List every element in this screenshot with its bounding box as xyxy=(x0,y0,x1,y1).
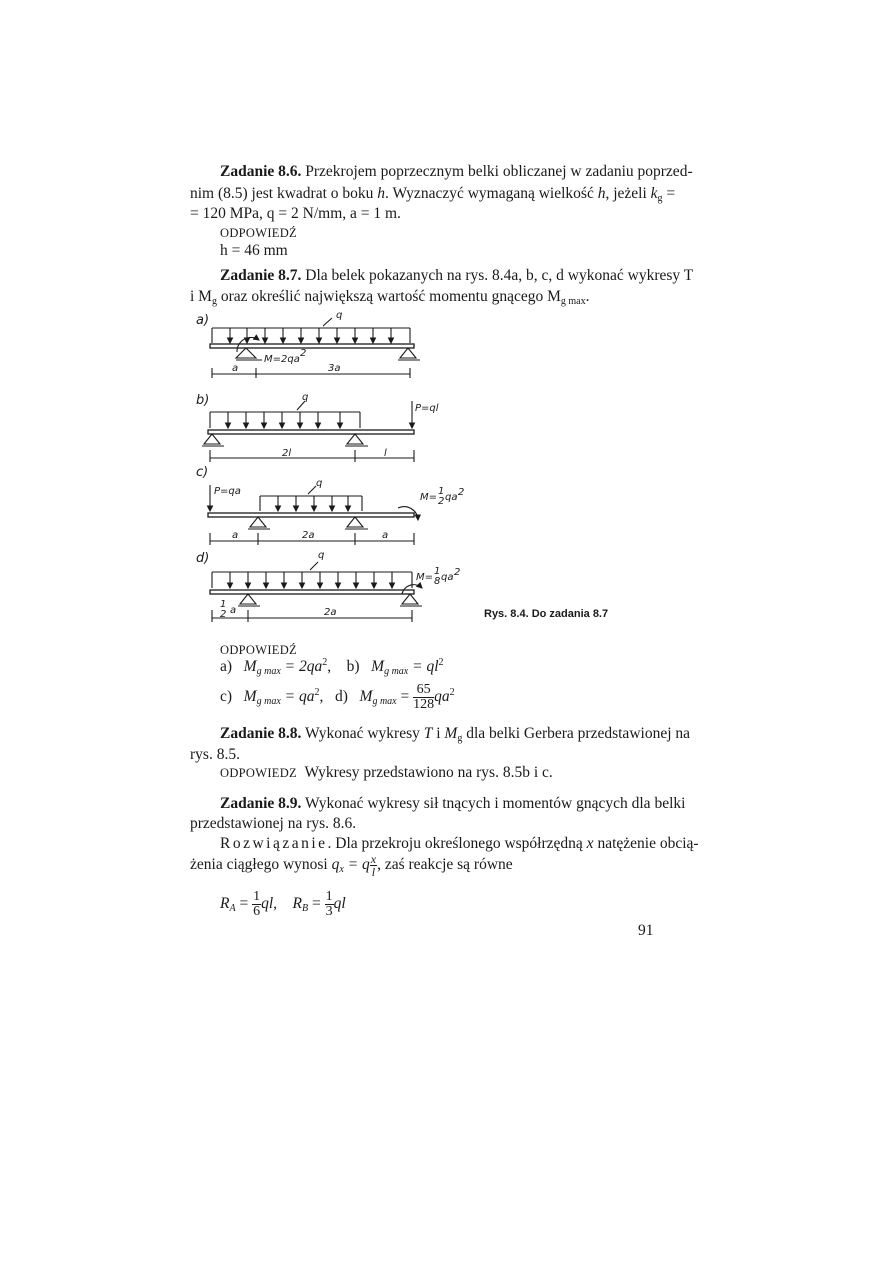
svg-text:2: 2 xyxy=(220,609,227,620)
svg-text:M=: M= xyxy=(420,492,438,503)
fraction-1-6: $\frac{1}{6}$ xyxy=(253,888,261,919)
svg-text:1: 1 xyxy=(220,599,227,610)
z86-line1: Zadanie 8.6. Przekrojem poprzecznym belki obliczanej w zadaniu poprzed- xyxy=(220,163,693,180)
z86-title: Zadanie 8.6. xyxy=(220,163,302,180)
svg-text:M=2qa: M=2qa xyxy=(264,354,300,365)
figure-caption: Rys. 8.4. Do zadania 8.7 xyxy=(484,608,609,620)
z88-title: Zadanie 8.8. xyxy=(220,725,302,742)
svg-text:a: a xyxy=(232,530,239,541)
beam-b xyxy=(202,401,414,462)
svg-text:2a: 2a xyxy=(302,530,315,541)
beam-figure xyxy=(190,308,490,638)
z87-answer-cd: c) $M_{g max} = qa^2$, d) $M_{g max}$ = $\frac{65}{128}$ $qa^2$ xyxy=(220,681,455,712)
svg-text:q: q xyxy=(336,310,343,321)
svg-text:P=ql: P=ql xyxy=(415,403,439,414)
fig-label-b: b) xyxy=(196,393,210,408)
z87-line1: Zadanie 8.7. Dla belek pokazanych na rys. 8.4a, b, c, d wykonać wykresy T xyxy=(220,267,694,284)
fraction-x-l: $\frac{x}{l}$ xyxy=(370,851,377,879)
fig-label-a: a) xyxy=(196,313,210,328)
svg-text:q: q xyxy=(302,392,309,403)
svg-text:2: 2 xyxy=(300,348,307,359)
svg-text:l: l xyxy=(384,448,387,459)
z89-line3: Rozwiązanie. Dla przekroju określonego współrzędną x natężenie obcią- xyxy=(220,835,699,852)
z88-line1: Zadanie 8.8. Wykonać wykresy T i $M_g$ dla belki Gerbera przedstawionej na xyxy=(220,725,691,744)
z86-line2: nim (8.5) jest kwadrat o boku h. Wyznaczyć wymaganą wielkość h, jeżeli $k_g$ = xyxy=(190,185,676,204)
z87-line2: i $M_g$ oraz określić największą wartość momentu gnącego $M_{g max}$. xyxy=(190,288,590,307)
beam-d xyxy=(210,562,422,622)
svg-text:1: 1 xyxy=(438,486,445,497)
fraction-65-128: $\frac{65}{128}$ xyxy=(413,681,435,712)
z87-answer-label: ODPOWIEDŹ xyxy=(220,643,297,657)
z86-answer: h = 46 mm xyxy=(220,242,288,259)
svg-text:2: 2 xyxy=(438,496,445,507)
svg-text:2: 2 xyxy=(458,487,465,498)
svg-text:qa: qa xyxy=(441,572,454,583)
z86-line3: = 120 MPa, q = 2 N/mm, a = 1 m. xyxy=(190,205,401,222)
svg-text:q: q xyxy=(318,550,325,561)
svg-text:qa: qa xyxy=(445,492,458,503)
z89-line4: żenia ciągłego wynosi $q_x = q$ $\frac{x}{l}$ , zaś reakcje są równe xyxy=(190,851,513,879)
svg-text:P=qa: P=qa xyxy=(214,486,241,497)
svg-text:M=: M= xyxy=(416,572,434,583)
fig-label-d: d) xyxy=(196,551,210,566)
z88-answer: ODPOWIEDZ Wykresy przedstawiono na rys. 8.5b i c. xyxy=(220,764,553,781)
svg-text:2a: 2a xyxy=(324,607,337,618)
svg-text:a: a xyxy=(230,605,237,616)
z89-line1: Zadanie 8.9. Wykonać wykresy sił tnących i momentów gnących dla belki xyxy=(220,795,686,812)
svg-text:q: q xyxy=(316,478,323,489)
z87-title: Zadanie 8.7. xyxy=(220,267,302,284)
svg-text:a: a xyxy=(232,363,239,374)
z89-line2: przedstawionej na rys. 8.6. xyxy=(190,815,357,832)
svg-text:2: 2 xyxy=(454,567,461,578)
z86-answer-label: ODPOWIEDŹ xyxy=(220,226,297,240)
fig-label-c: c) xyxy=(196,465,209,480)
svg-text:2l: 2l xyxy=(282,448,292,459)
svg-text:3a: 3a xyxy=(328,363,341,374)
svg-text:1: 1 xyxy=(434,566,441,577)
svg-text:8: 8 xyxy=(434,576,441,587)
z88-line2: rys. 8.5. xyxy=(190,746,240,763)
z87-answer-ab: a) $M_{g max} = 2qa^2$, b) $M_{g max} = ql^2$ xyxy=(220,657,444,677)
z89-title: Zadanie 8.9. xyxy=(220,795,302,812)
svg-text:a: a xyxy=(382,530,389,541)
page-number: 91 xyxy=(638,922,654,939)
beam-a xyxy=(210,318,420,378)
z89-reactions: $R_A$ = $\frac{1}{6}$ ql, $R_B$ = $\frac{1}{3}$ ql xyxy=(220,888,346,919)
fraction-1-3: $\frac{1}{3}$ xyxy=(325,888,333,919)
